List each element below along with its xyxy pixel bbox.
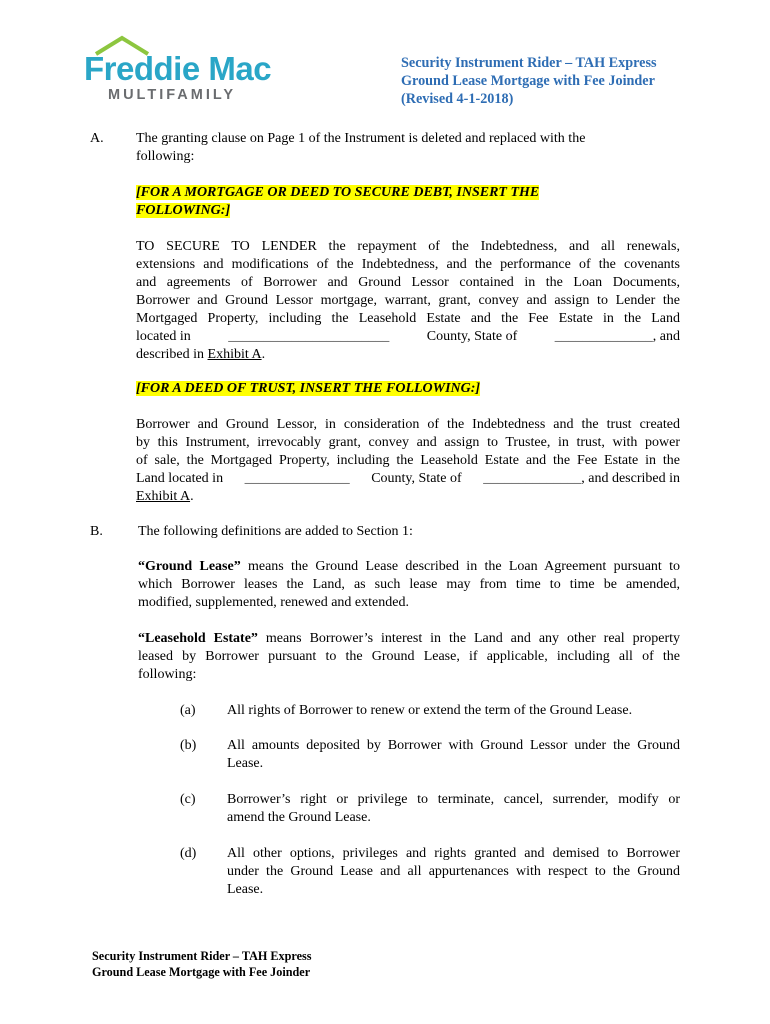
leasehold-estate-definition: “Leasehold Estate” means Borrower’s interest in the Land and any other real property leased by Borrower pursuant to the Ground Lease, if applicable, including all of the following: <box>138 631 681 682</box>
freddie-mac-logo <box>82 34 282 106</box>
logo-sub: MULTIFAMILY <box>108 87 237 103</box>
section-a-marker: A. <box>90 131 104 146</box>
list-item-label: (c) <box>180 792 196 807</box>
mortgage-granting-paragraph: TO SECURE TO LENDER the repayment of the Indebtedness, and all renewals, extensions and modifications of the Indebtedness, and the performance of the covenants and agreements of Borrower and Ground Lessor contained in the Loan Documents, Borrower and Ground Lessor mortgage, warrant, grant, convey and assign to Lender the Mortgaged Property, including the Leasehold Estate and the Fee Estate in the Land located in _______________________ County, State of ______________, and described in Exhibit A. <box>136 239 680 362</box>
list-item: All rights of Borrower to renew or extend the term of the Ground Lease. <box>227 703 633 718</box>
trust-granting-paragraph: Borrower and Ground Lessor, in consideration of the Indebtedness and the trust created by this Instrument, irrevocably grant, convey and assign to Trustee, in trust, with power of sale, the Mortgaged Property, including the Leasehold Estate and the Fee Estate in the Land located in _______________ County, State of ______________, and described in Exhibit A. <box>136 417 680 504</box>
exhibit-a-link: Exhibit A <box>136 489 191 504</box>
section-b-marker: B. <box>90 524 103 539</box>
state-blank-field[interactable]: ______________ <box>554 329 653 344</box>
list-item-label: (d) <box>180 846 197 861</box>
list-item: Borrower’s right or privilege to terminate, cancel, surrender, modify or amend the Ground Lease. <box>227 792 680 825</box>
ground-lease-definition: “Ground Lease” means the Ground Lease described in the Loan Agreement pursuant to which Borrower leases the Land, as such lease may from time to time be amended, modified, supplemented, renewed and extended. <box>138 559 680 610</box>
list-item-label: (a) <box>180 703 196 718</box>
title-line-1: Security Instrument Rider – TAH Express <box>401 55 657 71</box>
state-blank-field[interactable]: ______________ <box>483 471 582 486</box>
page-footer: Security Instrument Rider – TAH Express Ground Lease Mortgage with Fee Joinder <box>92 949 312 979</box>
document-title <box>401 54 657 108</box>
list-item-label: (b) <box>180 738 197 753</box>
exhibit-a-link: Exhibit A <box>207 347 262 362</box>
logo-brand: Freddie Mac <box>84 50 272 87</box>
list-item: All amounts deposited by Borrower with Ground Lessor under the Ground Lease. <box>227 738 680 771</box>
section-b-intro: The following definitions are added to Section 1: <box>138 524 413 539</box>
title-line-3: (Revised 4-1-2018) <box>401 91 514 107</box>
section-a-intro: The granting clause on Page 1 of the Instrument is deleted and replaced with the following: <box>136 131 586 164</box>
county-blank-field[interactable]: _______________ <box>244 471 350 486</box>
trust-heading: [FOR A DEED OF TRUST, INSERT THE FOLLOWING:] <box>136 381 481 396</box>
list-item: All other options, privileges and rights granted and demised to Borrower under the Ground Lease and all appurtenances with respect to the Ground Lease. <box>227 846 680 897</box>
mortgage-heading: [FOR A MORTGAGE OR DEED TO SECURE DEBT, INSERT THE FOLLOWING:] <box>136 185 540 218</box>
county-blank-field[interactable]: _______________________ <box>228 329 390 344</box>
title-line-2: Ground Lease Mortgage with Fee Joinder <box>401 73 655 89</box>
